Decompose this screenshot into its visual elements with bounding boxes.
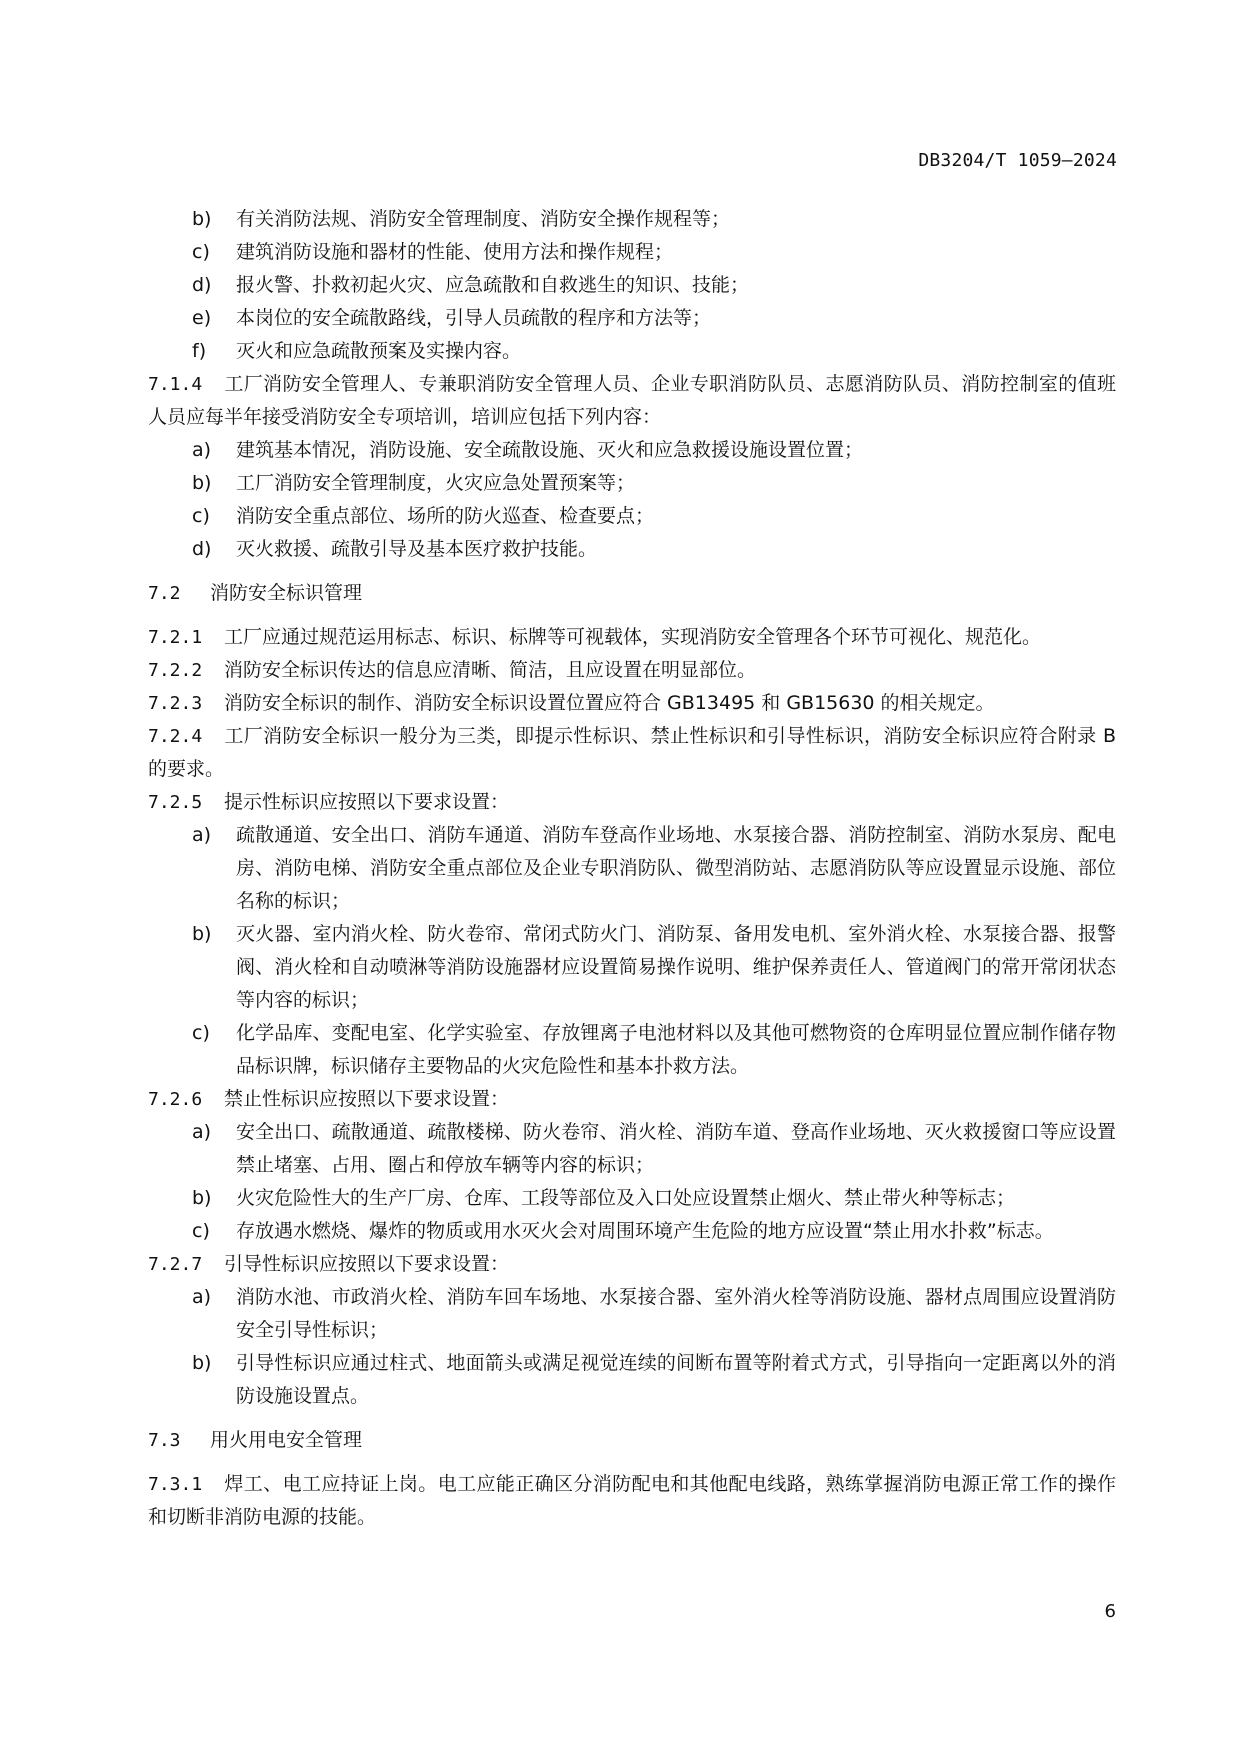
list-text: 疏散通道、安全出口、消防车通道、消防车登高作业场地、水泵接合器、消防控制室、消防水泵房、配电房、消防电梯、消防安全重点部位及企业专职消防队、微型消防站、志愿消防队等应设置显示设施、部位名称的标识；	[236, 824, 1116, 912]
list-text: 灭火救援、疏散引导及基本医疗救护技能。	[236, 538, 598, 560]
clause-number: 7.1.4	[148, 374, 203, 395]
clause-text: 工厂消防安全标识一般分为三类，即提示性标识、禁止性标识和引导性标识，消防安全标识应符合附录 B 的要求。	[148, 725, 1116, 780]
list-item	[148, 1215, 1116, 1248]
list-item	[148, 1017, 1116, 1083]
clause-number: 7.3.1	[148, 1474, 203, 1495]
list-item	[148, 1281, 1116, 1347]
list-text: 建筑消防设施和器材的性能、使用方法和操作规程；	[236, 241, 674, 263]
list-marker: c)	[192, 1022, 210, 1044]
clause-7-2-6	[148, 1083, 1116, 1116]
list-text: 建筑基本情况，消防设施、安全疏散设施、灭火和应急救援设施设置位置；	[236, 439, 864, 461]
list-item	[148, 203, 1116, 236]
list-text: 灭火器、室内消火栓、防火卷帘、常闭式防火门、消防泵、备用发电机、室外消火栓、水泵接合器、报警阀、消火栓和自动喷淋等消防设施器材应设置简易操作说明、维护保养责任人、管道阀门的常开常闭状态等内容的标识；	[236, 923, 1116, 1011]
document-code: DB3204/T 1059—2024	[918, 150, 1117, 171]
page-body	[148, 203, 1116, 1534]
clause-7-2-7	[148, 1248, 1116, 1281]
clause-number: 7.2.4	[148, 726, 203, 747]
list-item	[148, 236, 1116, 269]
list-marker: a)	[192, 1121, 212, 1143]
list-marker: c)	[192, 241, 210, 263]
list-text: 报火警、扑救初起火灾、应急疏散和自救逃生的知识、技能；	[236, 274, 750, 296]
list-item	[148, 1182, 1116, 1215]
list-marker: d)	[192, 274, 212, 296]
list-marker: f)	[192, 340, 207, 362]
list-marker: b)	[192, 1352, 212, 1374]
section-number: 7.3	[148, 1430, 181, 1451]
clause-7-2-1	[148, 621, 1116, 654]
list-item	[148, 335, 1116, 368]
list-item	[148, 1347, 1116, 1413]
list-marker: a)	[192, 824, 212, 846]
list-item	[148, 434, 1116, 467]
clause-7-2-5	[148, 786, 1116, 819]
list-marker: a)	[192, 1286, 212, 1308]
clause-text: 引导性标识应按照以下要求设置：	[224, 1253, 510, 1275]
list-marker: c)	[192, 1220, 210, 1242]
list-text: 火灾危险性大的生产厂房、仓库、工段等部位及入口处应设置禁止烟火、禁止带火种等标志；	[236, 1187, 1016, 1209]
list-marker: b)	[192, 208, 212, 230]
clause-number: 7.2.1	[148, 627, 203, 648]
clause-text: 提示性标识应按照以下要求设置：	[224, 791, 510, 813]
clause-text: 工厂消防安全管理人、专兼职消防安全管理人员、企业专职消防队员、志愿消防队员、消防控制室的值班人员应每半年接受消防安全专项培训，培训应包括下列内容：	[148, 373, 1116, 428]
list-marker: d)	[192, 538, 212, 560]
list-text: 安全出口、疏散通道、疏散楼梯、防火卷帘、消火栓、消防车道、登高作业场地、灭火救援窗口等应设置禁止堵塞、占用、圈占和停放车辆等内容的标识；	[236, 1121, 1116, 1176]
clause-number: 7.2.3	[148, 693, 203, 714]
clause-text: 工厂应通过规范运用标志、标识、标牌等可视载体，实现消防安全管理各个环节可视化、规范化。	[224, 626, 1042, 648]
list-item	[148, 302, 1116, 335]
list-marker: c)	[192, 505, 210, 527]
clause-7-2-4	[148, 720, 1116, 786]
section-title: 用火用电安全管理	[210, 1429, 363, 1451]
list-item	[148, 1116, 1116, 1182]
list-item	[148, 819, 1116, 918]
clause-number: 7.2.7	[148, 1254, 203, 1275]
section-title: 消防安全标识管理	[210, 582, 363, 604]
section-heading-7-3	[148, 1424, 1116, 1457]
list-text: 引导性标识应通过柱式、地面箭头或满足视觉连续的间断布置等附着式方式，引导指向一定距离以外的消防设施设置点。	[236, 1352, 1116, 1407]
clause-7-1-4	[148, 368, 1116, 434]
list-item	[148, 500, 1116, 533]
clause-number: 7.2.2	[148, 660, 203, 681]
section-number: 7.2	[148, 583, 181, 604]
clause-text: 焊工、电工应持证上岗。电工应能正确区分消防配电和其他配电线路，熟练掌握消防电源正常工作的操作和切断非消防电源的技能。	[148, 1473, 1116, 1528]
list-text: 化学品库、变配电室、化学实验室、存放锂离子电池材料以及其他可燃物资的仓库明显位置应制作储存物品标识牌，标识储存主要物品的火灾危险性和基本扑救方法。	[236, 1022, 1116, 1077]
clause-number: 7.2.6	[148, 1089, 203, 1110]
list-item	[148, 467, 1116, 500]
list-text: 灭火和应急疏散预案及实操内容。	[236, 340, 522, 362]
section-heading-7-2	[148, 577, 1116, 610]
list-item	[148, 269, 1116, 302]
clause-7-2-2	[148, 654, 1116, 687]
clause-text: 消防安全标识传达的信息应清晰、简洁，且应设置在明显部位。	[224, 659, 757, 681]
list-text: 本岗位的安全疏散路线，引导人员疏散的程序和方法等；	[236, 307, 712, 329]
clause-7-2-3	[148, 687, 1116, 720]
list-text: 消防安全重点部位、场所的防火巡查、检查要点；	[236, 505, 655, 527]
list-marker: b)	[192, 923, 212, 945]
list-text: 有关消防法规、消防安全管理制度、消防安全操作规程等；	[236, 208, 731, 230]
list-text: 消防水池、市政消火栓、消防车回车场地、水泵接合器、室外消火栓等消防设施、器材点周围应设置消防安全引导性标识；	[236, 1286, 1116, 1341]
clause-text: 消防安全标识的制作、消防安全标识设置位置应符合 GB13495 和 GB15630 的相关规定。	[224, 692, 995, 714]
list-marker: e)	[192, 307, 212, 329]
list-marker: b)	[192, 472, 212, 494]
list-item	[148, 918, 1116, 1017]
list-item	[148, 533, 1116, 566]
list-text: 存放遇水燃烧、爆炸的物质或用水灭火会对周围环境产生危险的地方应设置“禁止用水扑救”标志。	[236, 1220, 1054, 1242]
list-marker: a)	[192, 439, 212, 461]
list-marker: b)	[192, 1187, 212, 1209]
clause-number: 7.2.5	[148, 792, 203, 813]
page-number: 6	[1104, 1601, 1116, 1622]
list-text: 工厂消防安全管理制度，火灾应急处置预案等；	[236, 472, 636, 494]
clause-7-3-1	[148, 1468, 1116, 1534]
clause-text: 禁止性标识应按照以下要求设置：	[224, 1088, 510, 1110]
